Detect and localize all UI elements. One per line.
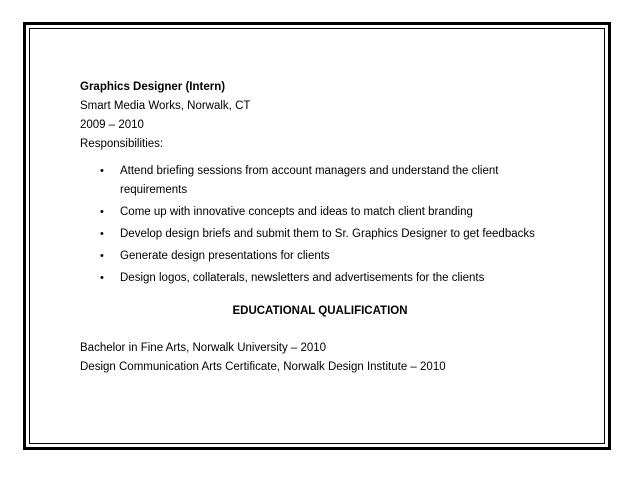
list-item	[80, 162, 560, 200]
resume-content	[80, 78, 560, 377]
responsibilities-list	[80, 162, 560, 288]
responsibilities-label: Responsibilities:	[80, 138, 164, 150]
company-name: Smart Media Works, Norwalk, CT	[80, 100, 251, 112]
education-heading: EDUCATIONAL QUALIFICATION	[232, 305, 408, 317]
bullet-icon: •	[100, 272, 104, 284]
bullet-icon: •	[100, 206, 104, 218]
responsibility-text: Generate design presentations for clients	[120, 250, 330, 262]
job-title: Graphics Designer (Intern)	[80, 81, 226, 93]
bullet-icon: •	[100, 228, 104, 240]
list-item	[80, 225, 560, 244]
responsibility-text: Develop design briefs and submit them to Sr. Graphics Designer to get feedbacks	[120, 228, 535, 240]
education-item: Design Communication Arts Certificate, Norwalk Design Institute – 2010	[80, 361, 446, 373]
responsibility-text: Come up with innovative concepts and ideas to match client branding	[120, 206, 473, 218]
responsibility-text: Design logos, collaterals, newsletters and advertisements for the clients	[120, 272, 485, 284]
bullet-icon: •	[100, 250, 104, 262]
responsibility-text: Attend briefing sessions from account managers and understand the client requirements	[120, 165, 499, 196]
list-item	[80, 203, 560, 222]
education-item: Bachelor in Fine Arts, Norwalk University – 2010	[80, 342, 327, 354]
list-item	[80, 247, 560, 266]
bullet-icon: •	[100, 165, 104, 177]
job-period: 2009 – 2010	[80, 119, 144, 131]
list-item	[80, 269, 560, 288]
